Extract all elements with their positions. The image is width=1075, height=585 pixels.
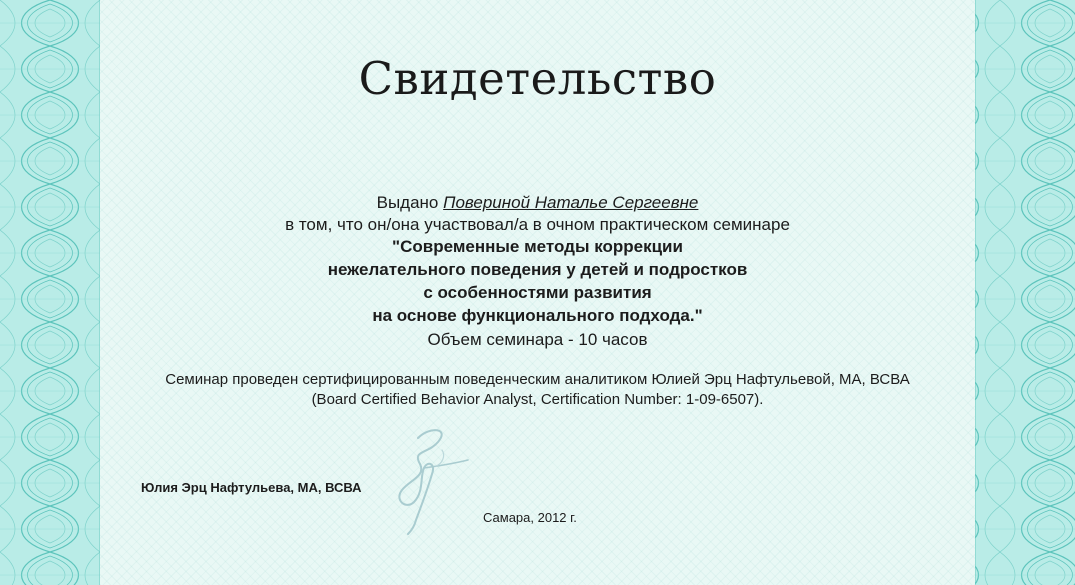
seminar-title-line: "Современные методы коррекции xyxy=(392,237,683,256)
signer-name: Юлия Эрц Нафтульева, МА, ВСВА xyxy=(141,480,362,495)
place-date: Самара, 2012 г. xyxy=(483,510,577,525)
seminar-title-line: с особенностями развития xyxy=(423,283,652,302)
participation-text: в том, что он/она участвовал/а в очном практическом семинаре xyxy=(285,215,790,234)
issued-line xyxy=(0,192,1075,214)
conducted-by-text: Семинар проведен сертифицированным поведенческим аналитиком Юлией Эрц Нафтульевой, МА, ВСВА xyxy=(165,371,910,388)
certification-text: (Board Certified Behavior Analyst, Certification Number: 1-09-6507). xyxy=(311,391,764,408)
handwritten-signature xyxy=(380,420,480,540)
recipient-name: Повериной Наталье Сергеевне xyxy=(443,193,699,212)
seminar-title-line: на основе функционального подхода." xyxy=(372,306,703,325)
seminar-title-line: нежелательного поведения у детей и подростков xyxy=(327,260,748,279)
certificate-title: Свидетельство xyxy=(358,52,717,105)
seminar-volume: Объем семинара - 10 часов xyxy=(427,330,648,349)
issued-prefix: Выдано xyxy=(376,193,439,212)
